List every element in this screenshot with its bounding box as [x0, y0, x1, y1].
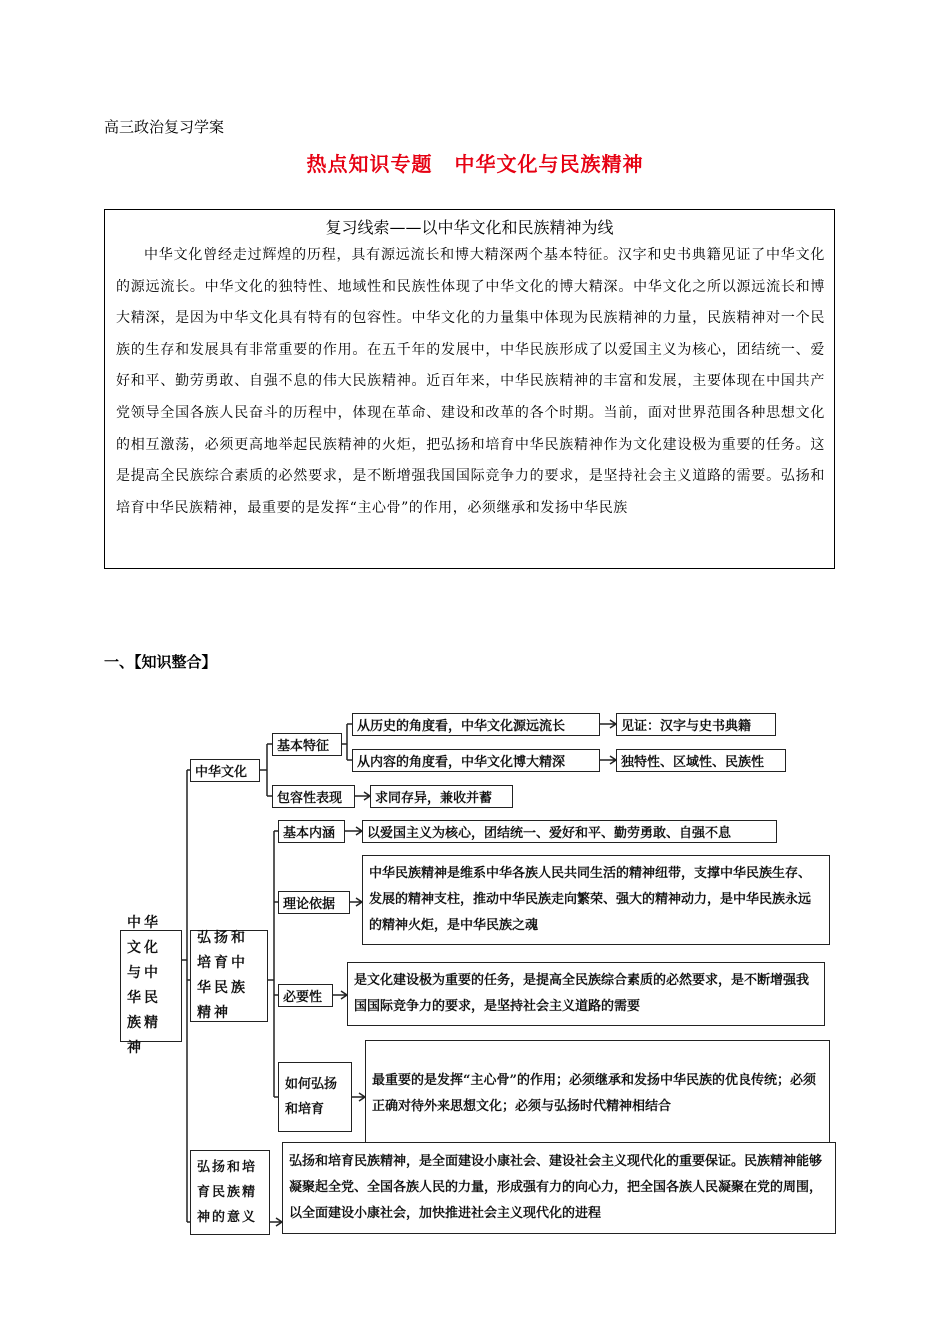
node-inclusiveness: 包容性表现: [272, 785, 355, 808]
section-heading-knowledge: 一、【知识整合】: [104, 653, 217, 671]
node-how-to-promote: 如何弘扬和培育: [278, 1062, 352, 1132]
node-promote-spirit: 弘扬和培育中华民族精神: [190, 930, 268, 1022]
mind-map-root-node: 中华文化与中华民族精神: [120, 930, 182, 1042]
connector-arrow: [600, 756, 616, 764]
node-basic-features: 基本特征: [272, 733, 342, 756]
node-content-view: 从内容的角度看，中华文化博大精深: [352, 749, 600, 772]
title-part-1: 热点知识专题: [306, 152, 433, 176]
connector-arrow: [600, 720, 616, 728]
connector-arrow: [345, 827, 362, 835]
node-theory-basis: 理论依据: [278, 891, 350, 914]
node-content-evidence: 独特性、区域性、民族性: [616, 749, 786, 772]
connector-arrow: [333, 991, 347, 999]
review-clue-box: [104, 209, 835, 569]
connector-arrow: [270, 1218, 282, 1226]
node-history-evidence: 见证：汉字与史书典籍: [616, 713, 776, 736]
connector-arrow: [350, 898, 362, 906]
node-basic-meaning: 基本内涵: [278, 820, 345, 843]
review-clue-title: 复习线索——以中华文化和民族精神为线: [325, 218, 614, 237]
knowledge-mind-map: [112, 700, 847, 1255]
review-clue-text: 中华文化曾经走过辉煌的历程，具有源远流长和博大精深两个基本特征。汉字和史书典籍见证了中华文化的源远流长。中华文化的独特性、地域性和民族性体现了中华文化的博大精深。中华文化之所以源远流长和博大精深，是因为中华文化具有特有的包容性。中华文化的力量集中体现为民族精神的力量，民族精神对一个民族的生存和发展具有非常重要的作用。在五千年的发展中，中华民族形成了以爱国主义为核心，团结统一、爱好和平、勤劳勇敢、自强不息的伟大民族精神。近百年来，中华民族精神的丰富和发展，主要体现在中国共产党领导全国各族人民奋斗的历程中，体现在革命、建设和改革的各个时期。当前，面对世界范围各种思想文化的相互激荡，必须更高地举起民族精神的火炬，把弘扬和培育中华民族精神作为文化建设极为重要的任务。这是提高全民族综合素质的必然要求，是不断增强我国国际竞争力的要求，是坚持社会主义道路的需要。弘扬和培育中华民族精神，最重要的是发挥“主心骨”的作用，必须继承和发扬中华民族: [116, 247, 825, 516]
node-significance-text: 弘扬和培育民族精神，是全面建设小康社会、建设社会主义现代化的重要保证。民族精神能够凝聚起全党、全国各族人民的力量，形成强有力的向心力，把全国各族人民凝聚在党的周围，以全面建设小康社会，加快推进社会主义现代化的进程: [282, 1142, 836, 1234]
node-necessity: 必要性: [278, 984, 333, 1007]
connector-arrow: [355, 792, 370, 800]
connector-arrow: [352, 1093, 365, 1101]
node-chinese-culture: 中华文化: [190, 759, 260, 782]
node-history-view: 从历史的角度看，中华文化源远流长: [352, 713, 600, 736]
node-basic-meaning-text: 以爱国主义为核心，团结统一、爱好和平、勤劳勇敢、自强不息: [362, 820, 777, 843]
title-part-2: 中华文化与民族精神: [454, 152, 644, 176]
node-necessity-text: 是文化建设极为重要的任务，是提高全民族综合素质的必然要求，是不断增强我国国际竞争力的要求，是坚持社会主义道路的需要: [347, 962, 825, 1026]
node-inclusiveness-text: 求同存异，兼收并蓄: [370, 785, 513, 808]
node-theory-basis-text: 中华民族精神是维系中华各族人民共同生活的精神纽带，支撑中华民族生存、发展的精神支柱，推动中华民族走向繁荣、强大的精神动力，是中华民族永远的精神火炬，是中华民族之魂: [362, 855, 830, 945]
node-how-to-promote-text: 最重要的是发挥“主心骨”的作用；必须继承和发扬中华民族的优良传统；必须正确对待外来思想文化；必须与弘扬时代精神相结合: [365, 1040, 830, 1148]
page-title: [0, 148, 950, 177]
node-significance: 弘扬和培育民族精神的意义: [190, 1150, 270, 1235]
document-label: 高三政治复习学案: [104, 118, 225, 136]
